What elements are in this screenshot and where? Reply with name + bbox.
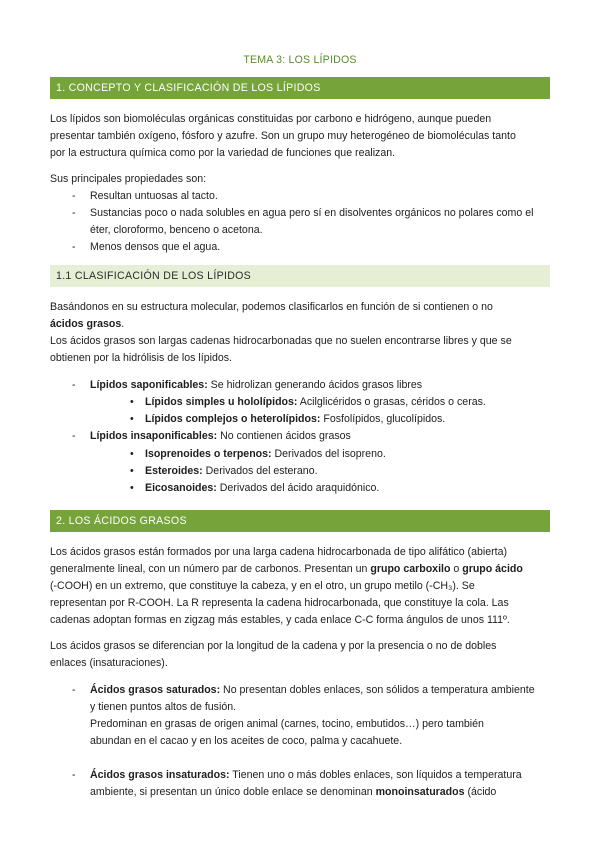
subitem-text xyxy=(145,411,550,428)
text: Derivados del isopreno. xyxy=(271,448,386,460)
property-item xyxy=(50,188,550,205)
classification-line-2 xyxy=(50,316,550,333)
bold-term: Lípidos complejos o heterolípidos: xyxy=(145,413,321,425)
saturated-item xyxy=(50,682,550,699)
subsection-heading-clasificacion: 1.1 CLASIFICACIÓN DE LOS LÍPIDOS xyxy=(50,265,550,287)
saponifiable-subitem xyxy=(50,411,550,428)
acids-line-4: representan por R-COOH. La R representa la cadena hidrocarbonada, que constituye la cola. Las xyxy=(50,597,509,609)
insaponifiable-subitem xyxy=(50,480,550,497)
dash-bullet-icon: - xyxy=(72,430,76,442)
subitem-text xyxy=(145,480,550,497)
document-title: TEMA 3: LOS LÍPIDOS xyxy=(243,54,357,66)
saturated-continued xyxy=(50,733,550,750)
section-heading-acidos-grasos: 2. LOS ÁCIDOS GRASOS xyxy=(50,510,550,532)
bold-term: Ácidos grasos insaturados: xyxy=(90,769,230,781)
subitem-text xyxy=(145,394,550,411)
unsaturated-continued xyxy=(50,784,550,801)
subitem-text xyxy=(145,463,550,480)
text: Predominan en grasas de origen animal (carnes, tocino, embutidos…) pero también xyxy=(90,718,484,730)
difference-line-2: enlaces (insaturaciones). xyxy=(50,657,168,669)
text: (ácido xyxy=(464,786,497,798)
intro-line-1: Los lípidos son biomoléculas orgánicas constituidas por carbono e hidrógeno, aunque pueden xyxy=(50,113,492,125)
text: generalmente lineal, con un número par de carbonos. Presentan un xyxy=(50,563,371,575)
text: Fosfolípidos, glucolípidos. xyxy=(320,413,446,425)
bold-term: grupo carboxilo xyxy=(370,563,451,575)
subitem-text xyxy=(145,446,550,463)
dash-bullet-icon: - xyxy=(72,190,76,202)
text: Tienen uno o más dobles enlaces, son líquidos a temperatura xyxy=(229,769,522,781)
saponifiable-subitem xyxy=(50,394,550,411)
saponifiable-item xyxy=(50,377,550,394)
properties-label: Sus principales propiedades son: xyxy=(50,173,207,185)
text: y tienen puntos altos de fusión. xyxy=(90,701,237,713)
acids-line-5: cadenas adoptan formas en zigzag más estables, y cada enlace C-C forma ángulos de unos 111º. xyxy=(50,614,510,626)
difference-line-1: Los ácidos grasos se diferencian por la longitud de la cadena y por la presencia o no de dobles xyxy=(50,640,497,652)
intro-line-2: presentar también oxígeno, fósforo y azufre. Son un grupo muy heterogéneo de biomoléculas tanto xyxy=(50,130,516,142)
bold-term: Ácidos grasos saturados: xyxy=(90,684,221,696)
section-heading-concepto: 1. CONCEPTO Y CLASIFICACIÓN DE LOS LÍPIDOS xyxy=(50,77,550,99)
fatty-acids-line-1: Los ácidos grasos son largas cadenas hidrocarbonadas que no suelen encontrarse libres y que se xyxy=(50,335,512,347)
saponifiable-text xyxy=(90,377,550,394)
unsaturated-text xyxy=(90,767,550,784)
bold-term: Lípidos simples u hololípidos: xyxy=(145,396,298,408)
property-text: éter, cloroformo, benceno o acetona. xyxy=(90,224,263,236)
saturated-continued xyxy=(50,699,550,716)
unsaturated-item xyxy=(50,767,550,784)
insaponifiable-item xyxy=(50,428,550,445)
text xyxy=(90,784,550,801)
bullet-icon: • xyxy=(130,482,134,494)
dash-bullet-icon: - xyxy=(72,241,76,253)
text: No presentan dobles enlaces, son sólidos a temperatura ambiente xyxy=(220,684,535,696)
classification-line-1: Basándonos en su estructura molecular, podemos clasificarlos en función de si contienen o no xyxy=(50,301,493,313)
text: abundan en el cacao y en los aceites de coco, palma y cacahuete. xyxy=(90,735,403,747)
bold-term: Isoprenoides o terpenos: xyxy=(145,448,272,460)
dash-bullet-icon: - xyxy=(72,379,76,391)
text: No contienen ácidos grasos xyxy=(217,430,351,442)
insaponifiable-subitem xyxy=(50,463,550,480)
text: . xyxy=(121,318,125,330)
insaponifiable-subitem xyxy=(50,446,550,463)
property-item xyxy=(50,205,550,222)
text: Se hidrolizan generando ácidos grasos libres xyxy=(207,379,423,391)
text: o xyxy=(450,563,463,575)
text: Derivados del esterano. xyxy=(202,465,318,477)
bold-term: grupo ácido xyxy=(462,563,523,575)
bold-term: Lípidos saponificables: xyxy=(90,379,208,391)
acids-line-2 xyxy=(50,561,550,578)
intro-line-3: por la estructura química como por la variedad de funciones que realizan. xyxy=(50,147,396,159)
insaponifiable-text xyxy=(90,428,550,445)
bullet-icon: • xyxy=(130,448,134,460)
dash-bullet-icon: - xyxy=(72,684,76,696)
bold-term: monoinsaturados xyxy=(375,786,465,798)
text: ambiente, si presentan un único doble enlace se denominan xyxy=(90,786,376,798)
property-item xyxy=(50,239,550,256)
acids-line-1: Los ácidos grasos están formados por una larga cadena hidrocarbonada de tipo alifático (abierta) xyxy=(50,546,507,558)
bullet-icon: • xyxy=(130,396,134,408)
bold-term: Lípidos insaponificables: xyxy=(90,430,218,442)
bold-term: Eicosanoides: xyxy=(145,482,217,494)
property-text: Sustancias poco o nada solubles en agua pero sí en disolventes orgánicos no polares como el xyxy=(90,207,534,219)
saturated-text xyxy=(90,682,550,699)
text: Derivados del ácido araquidónico. xyxy=(216,482,380,494)
bold-term: Esteroides: xyxy=(145,465,203,477)
bold-term: ácidos grasos xyxy=(50,318,122,330)
dash-bullet-icon: - xyxy=(72,769,76,781)
property-text: Resultan untuosas al tacto. xyxy=(90,190,218,202)
property-item-continued xyxy=(50,222,550,239)
dash-bullet-icon: - xyxy=(72,207,76,219)
bullet-icon: • xyxy=(130,465,134,477)
saturated-continued xyxy=(50,716,550,733)
acids-line-3: (-COOH) en un extremo, que constituye la cabeza, y en el otro, un grupo metilo (-CH₃). Se xyxy=(50,580,475,592)
property-text: Menos densos que el agua. xyxy=(90,241,221,253)
text: Acilglicéridos o grasas, céridos o ceras. xyxy=(297,396,486,408)
bullet-icon: • xyxy=(130,413,134,425)
fatty-acids-line-2: obtienen por la hidrólisis de los lípidos. xyxy=(50,352,232,364)
